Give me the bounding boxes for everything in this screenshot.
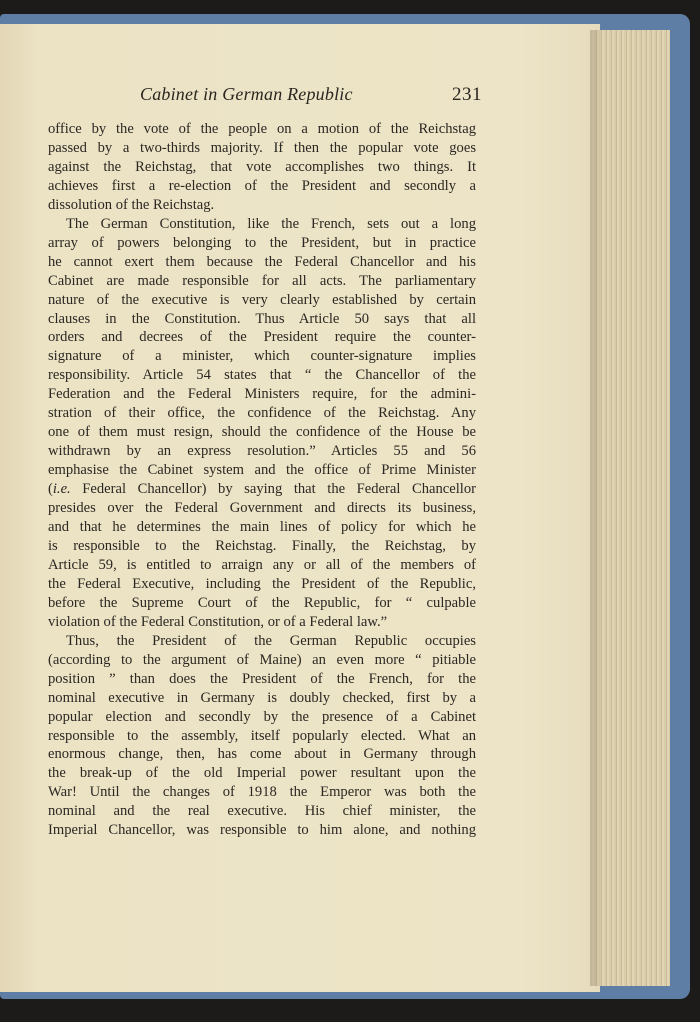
text-line: (i.e. Federal Chancellor) by saying that the Federal Chancellor xyxy=(48,481,476,498)
text-line: array of powers belonging to the President, but in practice xyxy=(48,234,476,251)
text-line: one of them must resign, should the confidence of the House be xyxy=(48,424,476,441)
text-line: achieves first a re-election of the President and secondly a xyxy=(48,177,476,194)
text-line: stration of their office, the confidence of the Reichstag. Any xyxy=(48,405,476,422)
text-line: The German Constitution, like the French, sets out a long xyxy=(66,215,476,232)
text-line: enormous change, then, has come about in Germany through xyxy=(48,746,476,763)
text-line: clauses in the Constitution. Thus Article 50 says that all xyxy=(48,310,476,327)
text-line: violation of the Federal Constitution, or of a Federal law.” xyxy=(48,613,388,630)
text-line: Federation and the Federal Ministers require, for the admini- xyxy=(48,386,476,403)
text-line: popular election and secondly by the presence of a Cabinet xyxy=(48,708,476,725)
text-line: Thus, the President of the German Republic occupies xyxy=(66,632,476,649)
text-line: dissolution of the Reichstag. xyxy=(48,196,215,213)
text-line: against the Reichstag, that vote accomplishes two things. It xyxy=(48,158,476,175)
text-line: nominal executive in Germany is doubly checked, first by a xyxy=(48,689,476,706)
text-line: (according to the argument of Maine) an even more “ pitiable xyxy=(48,651,476,668)
page-gutter-shadow xyxy=(590,30,602,986)
text-line: position ” than does the President of the French, for the xyxy=(48,670,476,687)
text-line: presides over the Federal Government and directs its business, xyxy=(48,500,476,517)
text-line: responsible to the assembly, itself popularly elected. What an xyxy=(48,727,476,744)
body-text xyxy=(48,120,476,840)
text-line: emphasise the Cabinet system and the office of Prime Minister xyxy=(48,462,476,479)
running-header xyxy=(48,84,488,108)
text-line: orders and decrees of the President require the counter- xyxy=(48,329,476,346)
text-line: Article 59, is entitled to arraign any or all of the members of xyxy=(48,556,476,573)
text-line: office by the vote of the people on a motion of the Reichstag xyxy=(48,121,476,137)
text-line: nature of the executive is very clearly established by certain xyxy=(48,291,476,308)
text-line: before the Supreme Court of the Republic, for “ culpable xyxy=(48,594,476,611)
text-line: War! Until the changes of 1918 the Emperor was both the xyxy=(48,784,476,801)
page-edges xyxy=(594,30,670,986)
running-title: Cabinet in German Republic xyxy=(140,84,353,104)
text-line: responsibility. Article 54 states that “ the Chancellor of the xyxy=(48,367,476,384)
text-line: Imperial Chancellor, was responsible to him alone, and nothing xyxy=(48,822,476,839)
text-line: signature of a minister, which counter-signature implies xyxy=(48,348,476,365)
page-number: 231 xyxy=(452,84,482,105)
text-line: and that he determines the main lines of policy for which he xyxy=(48,519,476,536)
text-line: is responsible to the Reichstag. Finally, the Reichstag, by xyxy=(48,537,476,554)
text-line: the break-up of the old Imperial power resultant upon the xyxy=(48,765,476,782)
text-line: he cannot exert them because the Federal Chancellor and his xyxy=(48,253,476,270)
text-line: nominal and the real executive. His chief minister, the xyxy=(48,803,476,820)
text-line: passed by a two-thirds majority. If then the popular vote goes xyxy=(48,139,476,156)
text-line: withdrawn by an express resolution.” Articles 55 and 56 xyxy=(48,443,476,460)
text-line: the Federal Executive, including the President of the Republic, xyxy=(48,575,476,592)
text-line: Cabinet are made responsible for all acts. The parliamentary xyxy=(48,272,476,289)
